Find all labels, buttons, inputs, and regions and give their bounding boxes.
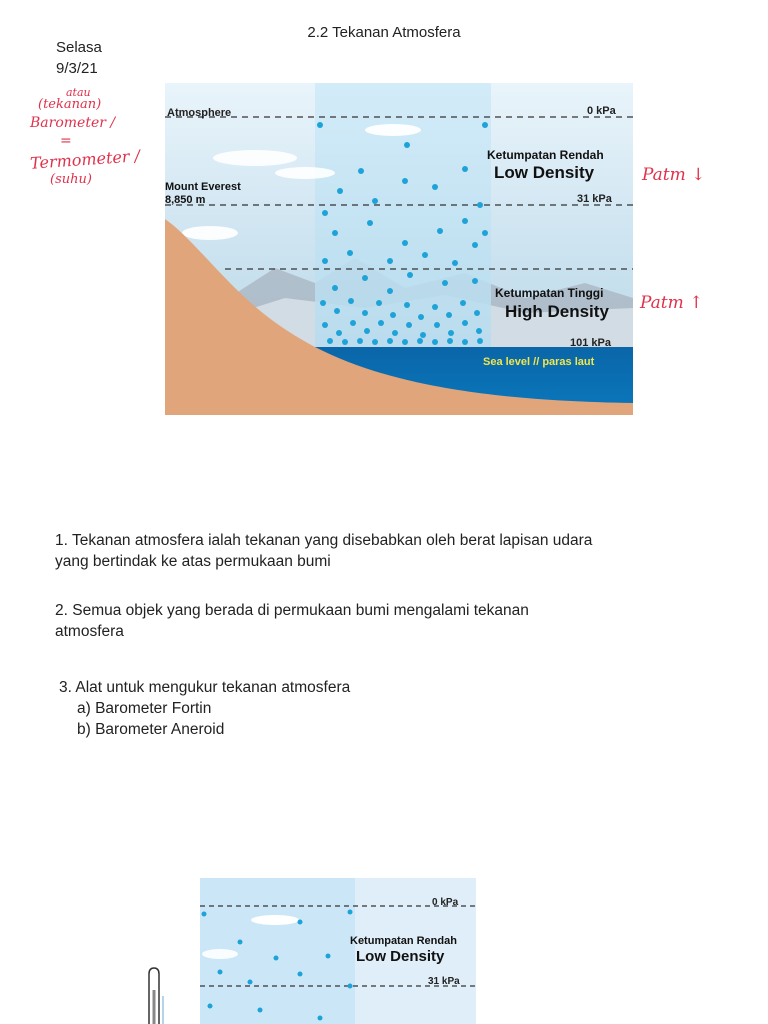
point-1 <box>55 530 592 572</box>
low-density-malay: Ketumpatan Rendah <box>487 148 604 162</box>
small-kpa-top: 0 kPa <box>432 897 459 908</box>
date-label: 9/3/21 <box>56 60 98 77</box>
high-density-en: High Density <box>505 302 609 321</box>
page-title: 2.2 Tekanan Atmosfera <box>307 24 461 41</box>
note-patm-low: Patm ↓ <box>642 165 706 185</box>
note-atau: atau <box>66 86 91 99</box>
point-3 <box>59 677 350 740</box>
sea-level-label: Sea level // paras laut <box>483 356 595 368</box>
day-label: Selasa <box>56 39 102 56</box>
small-low-density-en: Low Density <box>356 948 445 965</box>
kpa-top-label: 0 kPa <box>587 105 616 117</box>
point-2 <box>55 600 529 642</box>
note-tekanan: (tekanan) <box>38 97 102 112</box>
note-equals: = <box>60 133 72 149</box>
low-density-en: Low Density <box>494 163 595 182</box>
note-barometer: Barometer / <box>30 115 116 131</box>
kpa-bottom-label: 101 kPa <box>570 337 611 349</box>
atmosphere-density-figure <box>165 83 633 415</box>
small-low-density-malay: Ketumpatan Rendah <box>350 935 457 947</box>
instruments-heading: 3. Alat untuk mengukur tekanan atmosfera <box>59 679 351 696</box>
atmosphere-density-figure-small <box>200 878 476 1024</box>
note-patm-high: Patm ↑ <box>640 293 704 313</box>
high-density-malay: Ketumpatan Tinggi <box>495 286 604 300</box>
note-suhu: (suhu) <box>50 172 92 187</box>
instrument-item-1: a) Barometer Fortin <box>77 700 212 717</box>
everest-name: Mount Everest <box>165 181 241 193</box>
note-termometer: Termometer / <box>29 146 141 173</box>
point-1-line-2: yang bertindak ke atas permukaan bumi <box>55 553 331 570</box>
barometer-tube-icon <box>146 966 166 1024</box>
date-block <box>56 37 102 79</box>
point-1-line-1: 1. Tekanan atmosfera ialah tekanan yang disebabkan oleh berat lapisan udara <box>55 532 593 549</box>
atmosphere-label: Atmosphere <box>167 107 232 119</box>
point-2-line-1: 2. Semua objek yang berada di permukaan bumi mengalami tekanan <box>55 602 529 619</box>
small-kpa-mid: 31 kPa <box>428 976 460 987</box>
kpa-mid-label: 31 kPa <box>577 193 612 205</box>
instrument-item-2: b) Barometer Aneroid <box>77 721 225 738</box>
point-2-line-2: atmosfera <box>55 623 124 640</box>
everest-height: 8,850 m <box>165 194 206 206</box>
